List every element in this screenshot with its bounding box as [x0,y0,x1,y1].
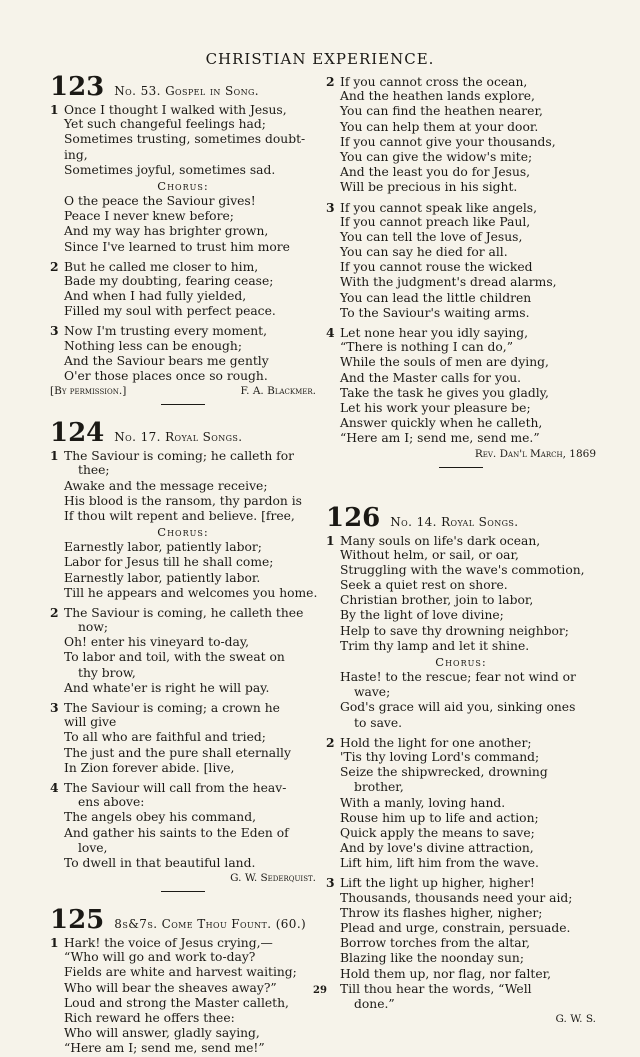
verse-line: The just and the pure shall eternally [64,745,291,760]
verse-line: Borrow torches from the altar, [340,936,530,951]
verse-line: Hold them up, nor flag, nor falter, [340,966,552,981]
verse-line: Blazing like the noonday sun; [340,951,524,966]
stanza [326,200,596,322]
verse-line: You can tell the love of Jesus, [340,229,523,244]
verse-line: Sometimes joyful, sometimes sad. [64,162,276,177]
verse-line: His blood is the ransom, thy pardon is [64,493,302,508]
page-number: 29 [313,985,327,996]
verse-line: You can lead the little children [340,290,532,305]
verse-line: Sometimes trusting, sometimes doubt- [64,132,306,147]
stanza-number: 3 [326,199,335,215]
verse-line: Seek a quiet rest on shore. [340,578,508,593]
stanza [326,325,596,447]
stanza-number: 1 [50,448,59,464]
hymn-heading [326,504,596,532]
stanza [326,735,596,872]
stanza [50,700,316,776]
verse-line: Trim thy lamp and let it shine. [340,638,530,653]
hymn-number: 125 [50,905,105,936]
verse-line: will give [64,715,117,730]
verse-line: done.” [354,996,395,1011]
verse-line: Filled my soul with perfect peace. [64,304,276,319]
hymn-number: 126 [326,502,381,533]
verse-line: Throw its flashes higher, nigher; [340,905,543,920]
verse-line [326,533,596,548]
chorus-label: Chorus: [157,525,209,540]
verse-line [50,259,316,274]
line-text: Many souls on life's dark ocean, [340,533,541,548]
verse-line: Yet such changeful feelings had; [64,117,266,132]
hymn-source: No. 14. Royal Songs. [390,514,519,529]
chorus [50,179,316,255]
verse-line: Oh! enter his vineyard to-day, [64,635,250,650]
stanza-number: 1 [50,102,59,117]
verse-line: wave; [354,685,391,700]
verse-line: Help to save thy drowning neighbor; [340,623,569,638]
verse-line: And when I had fully yielded, [64,289,247,304]
verse-line: And the least you do for Jesus, [340,165,531,180]
verse-line: Awake and the message receive; [64,478,268,493]
hymn-credit [326,1012,596,1026]
verse-line: Plead and urge, constrain, persuade. [340,921,571,935]
verse-line: With a manly, loving hand. [340,795,506,810]
hymn-number: 124 [50,418,105,449]
stanza [50,259,316,320]
line-text: Once I thought I walked with Jesus, [64,103,287,117]
hymn-credit [50,871,316,885]
hymn-credit [50,384,316,398]
chorus [50,525,316,601]
verse-line [326,200,596,215]
verse-line: ing, [64,147,88,162]
hymn [50,73,316,405]
verse-line: ens above: [78,795,145,810]
verse-line [50,102,316,117]
verse-line: And the Master calls for you. [340,370,522,385]
verse-line: To dwell in that beautiful land. [64,855,256,870]
verse-line: In Zion forever abide. [live, [64,760,235,775]
verse-line: If you cannot give your thousands, [340,134,556,149]
verse-line: Earnestly labor, patiently labor; [64,540,262,555]
verse-line: With the judgment's dread alarms, [340,275,557,290]
verse-line: Quick apply the means to save; [340,825,535,840]
line-text: The Saviour will call from the heav- [64,780,287,795]
verse-line [50,700,316,715]
verse-line: now; [78,620,108,635]
stanza-number: 2 [50,258,59,274]
section-divider [439,467,483,468]
verse-line: You can say he died for all. [340,245,508,260]
verse-line: Till he appears and welcomes you home. [64,585,318,600]
verse-line: To all who are faithful and tried; [64,730,266,745]
hymn-heading [50,419,316,447]
hymn-source: 8s&7s. Come Thou Fount. (60.) [114,917,307,932]
author-name: G. W. S. [555,1013,596,1026]
line-text: The Saviour is coming; he calleth for [64,449,295,464]
verse-line: Answer quickly when he calleth, [340,416,543,431]
stanza-number: 2 [326,734,335,750]
verse-line: To the Saviour's waiting arms. [340,305,530,320]
verse-line: Who will bear the sheaves away?” [64,980,277,995]
verse-line: And my way has brighter grown, [64,224,269,239]
verse-line: O'er those places once so rough. [64,369,268,383]
hymn-source: No. 17. Royal Songs. [114,430,243,445]
verse-line: Haste! to the rescue; fear not wind or [340,670,576,684]
verse-line [326,74,596,89]
right-column [326,73,596,1026]
stanza [50,102,316,178]
verse-line: thy brow, [78,665,136,680]
verse-line: Take the task he gives you gladly, [340,385,549,400]
verse-line: Christian brother, join to labor, [340,593,534,608]
verse-line: Bade my doubting, fearing cease; [64,273,274,288]
verse-line: Struggling with the wave's commotion, [340,562,585,577]
hymn-credit [326,447,596,461]
verse-line: And the Saviour bears me gently [64,353,269,368]
verse-line [50,935,316,950]
line-text: But he called me closer to him, [64,259,259,274]
verse-line: Nothing less can be enough; [64,338,242,353]
stanza-number: 2 [50,604,59,620]
verse-line [50,780,316,795]
verse-line: Seize the shipwrecked, drowning [340,765,548,780]
verse-line: You can give the widow's mite; [340,149,533,164]
verse-line: If you cannot preach like Paul, [340,214,531,229]
verse-line: Fields are white and harvest waiting; [64,965,297,980]
stanza [326,533,596,655]
verse-line: If thou wilt repent and believe. [free, [64,508,295,523]
verse-line: love, [78,840,108,855]
author-name: F. A. Blackmer. [240,385,316,398]
hymn [50,900,316,1057]
chorus-label: Chorus: [157,178,209,193]
left-column [50,73,316,1057]
verse-line: And the heathen lands explore, [340,89,535,104]
verse-line [50,605,316,620]
permission-note: [By permission.] [50,385,127,398]
verse-line [326,875,596,890]
verse-line: Till thou hear the words, “Well [340,981,532,996]
section-divider [161,404,205,405]
verse-line: You can find the heathen nearer, [340,104,543,119]
line-text: If you cannot speak like angels, [340,200,538,215]
stanza [50,323,316,384]
verse-line: “Here am I; send me, send me.” [340,431,540,446]
verse-line: Lift him, lift him from the wave. [340,856,539,871]
stanza [50,448,316,524]
section-header: CHRISTIAN EXPERIENCE. [205,50,435,68]
stanza [326,74,596,196]
verse-line: Thousands, thousands need your aid; [340,890,573,905]
author-name: Rev. Dan'l March, 1869 [474,447,596,460]
verse-line: While the souls of men are dying, [340,355,549,370]
stanza-number: 3 [50,700,59,715]
verse-line: Earnestly labor, patiently labor. [64,570,261,585]
verse-line: Who will answer, gladly saying, [64,1026,260,1041]
verse-line [326,735,596,750]
stanza-number: 4 [50,779,59,795]
verse-line: Rich reward he offers thee: [64,1011,235,1025]
verse-line: Rouse him up to life and action; [340,810,539,825]
stanza-number: 3 [326,875,335,891]
verse-line: You can help them at your door. [340,119,539,134]
verse-line: Peace I never knew before; [64,209,234,224]
hymn [50,413,316,892]
verse-line: Labor for Jesus till he shall come; [64,555,274,570]
verse-line: The angels obey his command, [64,810,256,825]
verse-line: thee; [78,463,110,478]
verse-line: brother, [354,780,404,795]
line-text: Hark! the voice of Jesus crying,— [64,936,273,951]
verse-line: Will be precious in his sight. [340,180,518,195]
verse-line: O the peace the Saviour gives! [64,193,256,208]
verse-line: And by love's divine attraction, [340,841,534,856]
line-text: Let none hear you idly saying, [340,326,529,340]
author-name: G. W. Sederquist. [230,872,316,885]
chorus-label: Chorus: [435,655,487,669]
verse-line: “Who will go and work to-day? [64,950,256,965]
hymn [326,74,596,468]
spacer [326,476,596,504]
line-text: Now I'm trusting every moment, [64,324,268,339]
stanza-number: 1 [326,532,335,548]
hymn-source: No. 53. Gospel in Song. [114,84,260,98]
stanza-number: 1 [50,935,59,951]
verse-line: Let his work your pleasure be; [340,400,531,415]
stanza [50,605,316,696]
verse-line [326,325,596,340]
verse-line [50,448,316,463]
stanza-number: 2 [326,74,335,89]
verse-line: By the light of love divine; [340,608,504,623]
line-text: Lift the light up higher, higher! [340,876,535,891]
chorus [326,655,596,731]
verse-line: to save. [354,715,403,730]
verse-line: Loud and strong the Master calleth, [64,995,289,1010]
hymn [326,476,596,1027]
verse-line: Without helm, or sail, or oar, [340,547,519,562]
stanza-number: 3 [50,323,59,339]
line-text: If you cannot cross the ocean, [340,75,528,89]
verse-line: And whate'er is right he will pay. [64,680,270,695]
verse-line: God's grace will aid you, sinking ones [340,700,576,715]
verse-line: To labor and toil, with the sweat on [64,650,285,665]
verse-line: If you cannot rouse the wicked [340,260,533,275]
line-text: The Saviour is coming; a crown he [64,701,280,715]
hymn-heading [50,906,316,934]
line-text: The Saviour is coming, he calleth thee [64,605,304,620]
line-text: Hold the light for one another; [340,735,532,750]
verse-line: Since I've learned to trust him more [64,239,290,254]
stanza [50,780,316,871]
verse-line [50,323,316,338]
hymn-number: 123 [50,72,105,102]
hymn-heading [50,73,316,101]
verse-line: “Here am I; send me, send me!” [64,1041,265,1056]
verse-line: And gather his saints to the Eden of [64,825,289,840]
section-divider [161,891,205,892]
stanza-number: 4 [326,325,335,340]
verse-line: 'Tis thy loving Lord's command; [340,749,540,764]
verse-line: “There is nothing I can do,” [340,340,514,355]
